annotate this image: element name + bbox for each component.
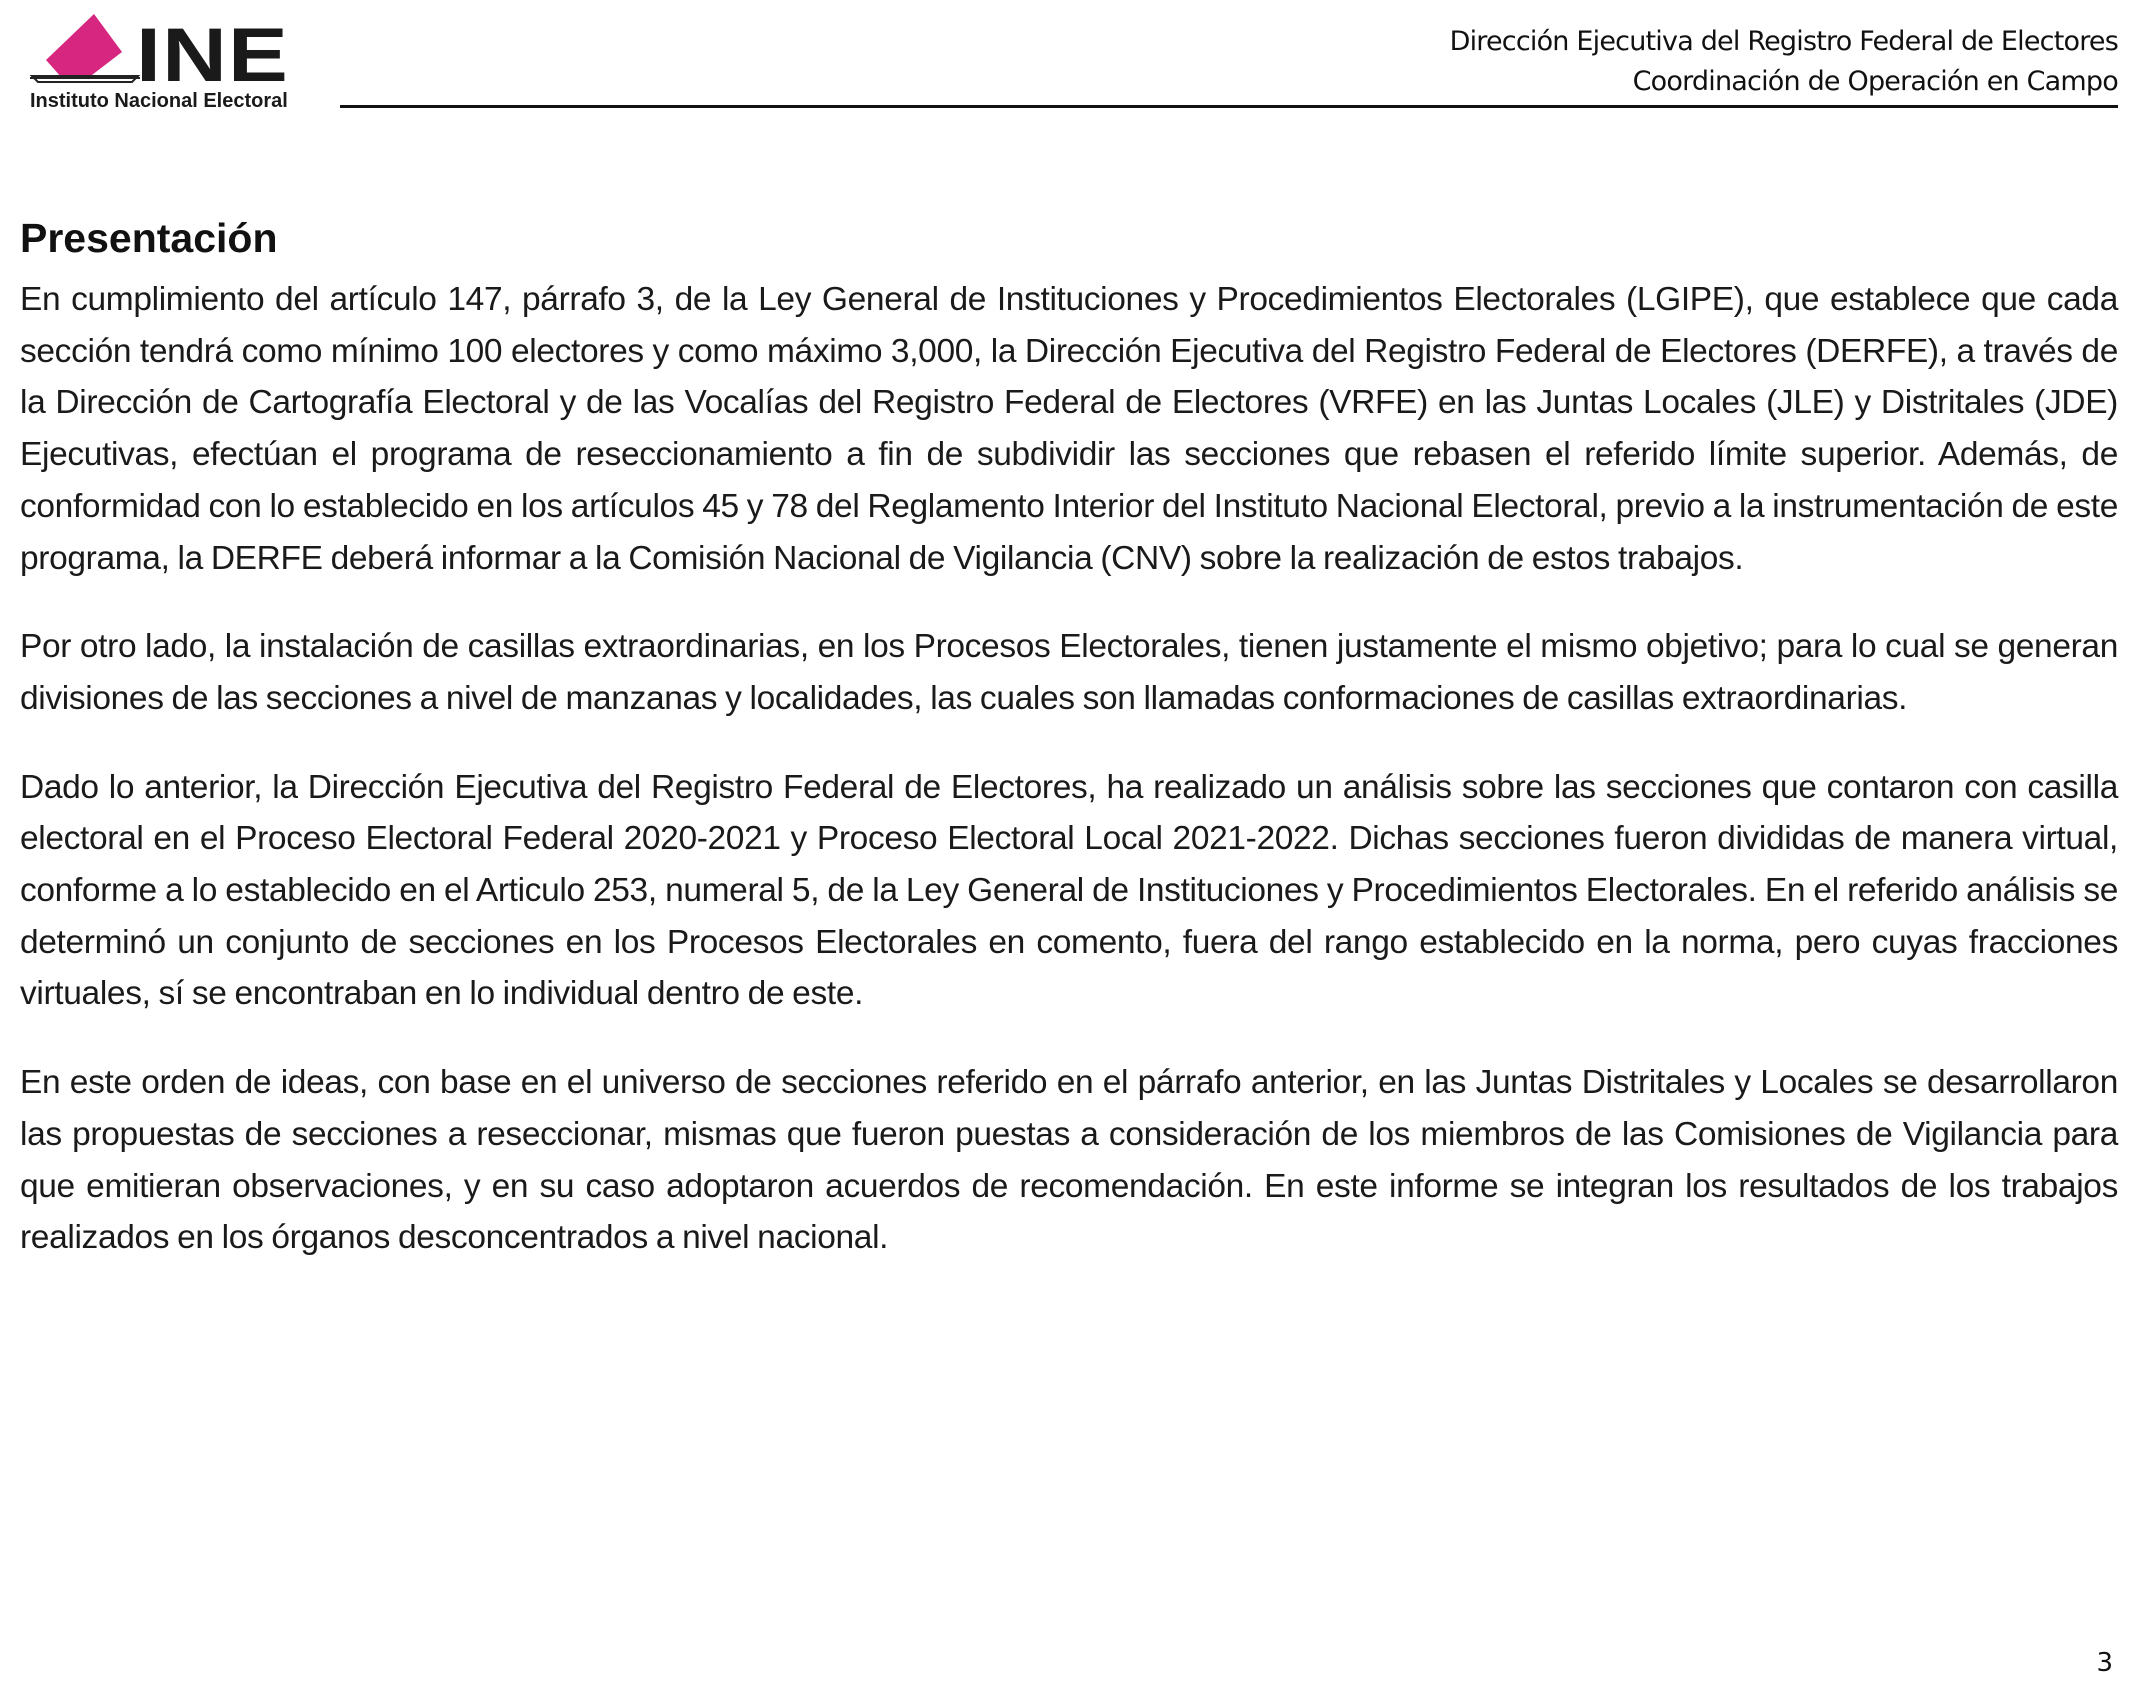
section-title: Presentación xyxy=(20,215,278,261)
header-department xyxy=(1450,22,2118,102)
header-line-directorate: Dirección Ejecutiva del Registro Federal de Electores xyxy=(1449,26,2118,57)
paragraph-1: En cumplimiento del artículo 147, párrafo 3, de la Ley General de Instituciones y Procedimientos Electorales (LGIPE), que establece que cada sección tendrá como mínimo 100 electores y como máximo 3,000, la Dirección Ejecutiva del Registro Federal de Electores (DERFE), a través de la Dirección de Cartografía Electoral y de las Vocalías del Registro Federal de Electores (VRFE) en las Juntas Locales (JLE) y Distritales (JDE) Ejecutivas, efectúan el programa de reseccionamiento a fin de subdividir las secciones que rebasen el referido límite superior. Además, de conformidad con lo establecido en los artículos 45 y 78 del Reglamento Interior del Instituto Nacional Electoral, previo a la instrumentación de este programa, la DERFE deberá informar a la Comisión Nacional de Vigilancia (CNV) sobre la realización de estos trabajos. xyxy=(20,281,2118,577)
logo-wordmark: INE xyxy=(136,13,290,98)
header-line-coordination: Coordinación de Operación en Campo xyxy=(1632,66,2118,97)
paragraph-4: En este orden de ideas, con base en el universo de secciones referido en el párrafo anterior, en las Juntas Distritales y Locales se desarrollaron las propuestas de secciones a reseccionar, mismas que fueron puestas a consideración de los miembros de las Comisiones de Vigilancia para que emitieran observaciones, y en su caso adoptaron acuerdos de recomendación. En este informe se integran los resultados de los trabajos realizados en los órganos desconcentrados a nivel nacional. xyxy=(20,1064,2118,1257)
page-number: 3 xyxy=(2096,1648,2113,1678)
ballot-paper-shape xyxy=(46,14,122,78)
paragraph-2: Por otro lado, la instalación de casillas extraordinarias, en los Procesos Electorales, tienen justamente el mismo objetivo; para lo cual se generan divisiones de las secciones a nivel de manzanas y localidades, las cuales son llamadas conformaciones de casillas extraordinarias. xyxy=(20,628,2118,717)
logo-subtitle: Instituto Nacional Electoral xyxy=(30,90,288,112)
document-body xyxy=(20,212,2118,1301)
header-divider xyxy=(340,105,2118,108)
paragraph-3: Dado lo anterior, la Dirección Ejecutiva del Registro Federal de Electores, ha realizado un análisis sobre las secciones que contaron con casilla electoral en el Proceso Electoral Federal 2020-2021 y Proceso Electoral Local 2021-2022. Dichas secciones fueron divididas de manera virtual, conforme a lo establecido en el Articulo 253, numeral 5, de la Ley General de Instituciones y Procedimientos Electorales. En el referido análisis se determinó un conjunto de secciones en los Procesos Electorales en comento, fuera del rango establecido en la norma, pero cuyas fracciones virtuales, sí se encontraban en lo individual dentro de este. xyxy=(20,768,2118,1013)
ine-logo xyxy=(28,12,338,112)
